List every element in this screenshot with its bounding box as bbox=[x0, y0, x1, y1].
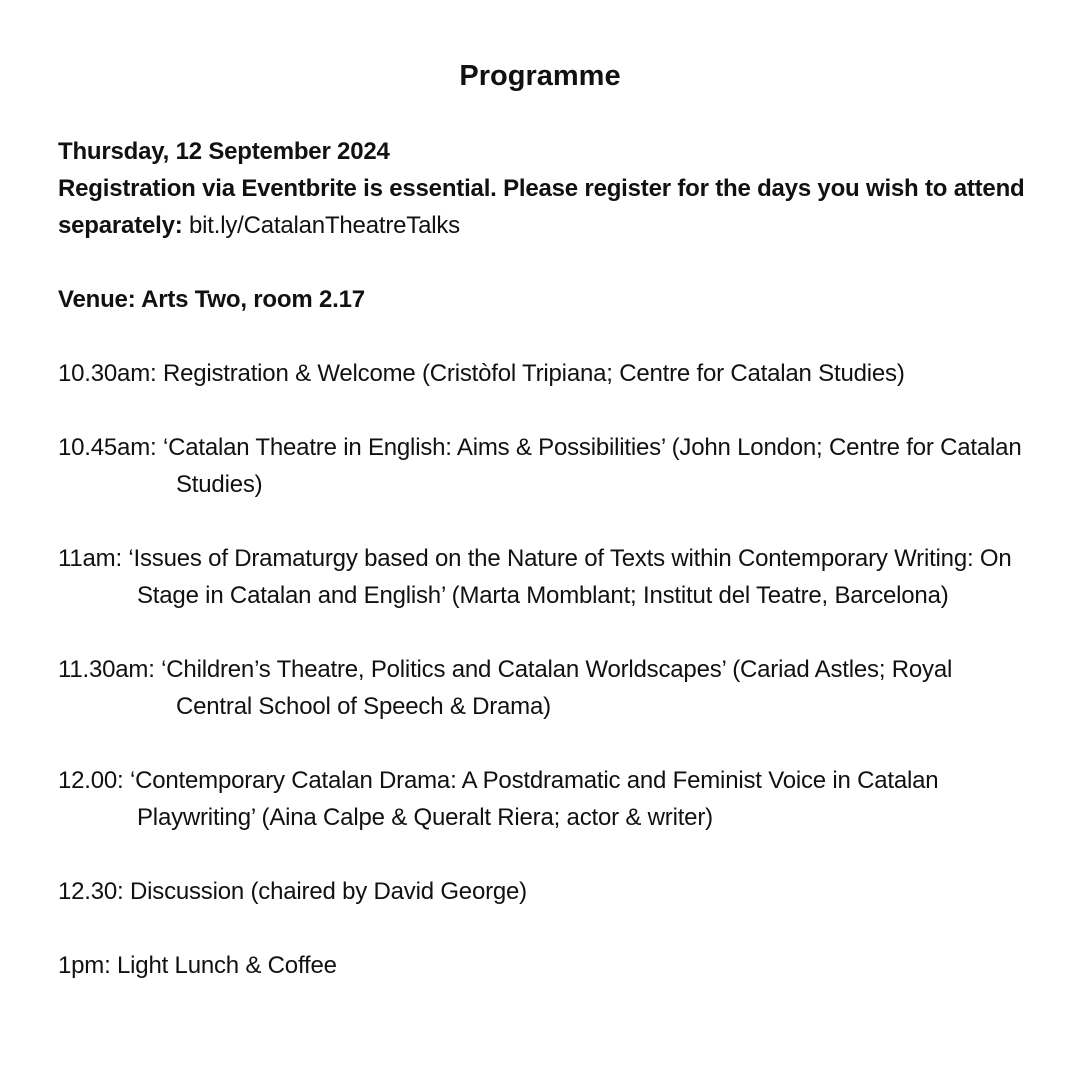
event-date: Thursday, 12 September 2024 bbox=[58, 138, 390, 165]
schedule-time: 11am: bbox=[58, 545, 122, 572]
schedule-item bbox=[58, 540, 1028, 614]
page-title: Programme bbox=[459, 60, 621, 92]
schedule-time: 1pm: bbox=[58, 952, 111, 979]
schedule-item bbox=[58, 355, 1028, 392]
schedule-item bbox=[58, 873, 1028, 910]
schedule-time: 12.30: bbox=[58, 878, 124, 905]
schedule-text: Registration & Welcome (Cristòfol Tripiana; Centre for Catalan Studies) bbox=[162, 360, 905, 387]
schedule-time: 11.30am: bbox=[58, 656, 155, 683]
event-info bbox=[58, 133, 1028, 318]
programme-page bbox=[58, 56, 1028, 984]
schedule-text: ‘Catalan Theatre in English: Aims & Possibilities’ (John London; Centre for Catalan Studies) bbox=[162, 434, 1022, 498]
registration-note bbox=[58, 170, 1028, 244]
schedule-text: ‘Contemporary Catalan Drama: A Postdramatic and Feminist Voice in Catalan Playwriting’ (Aina Calpe & Queralt Riera; actor & writer) bbox=[130, 767, 939, 831]
schedule-time: 12.00: bbox=[58, 767, 124, 794]
schedule-text: Discussion (chaired by David George) bbox=[130, 878, 527, 905]
schedule-item bbox=[58, 429, 1028, 503]
venue: Venue: Arts Two, room 2.17 bbox=[58, 286, 365, 313]
schedule-text: ‘Issues of Dramaturgy based on the Nature of Texts within Contemporary Writing: On Stage in Catalan and English’ (Marta Momblant; Institut del Teatre, Barcelona) bbox=[128, 545, 1012, 609]
schedule-time: 10.30am: bbox=[58, 360, 157, 387]
schedule-text: Light Lunch & Coffee bbox=[117, 952, 337, 979]
schedule-time: 10.45am: bbox=[58, 434, 157, 461]
schedule-text: ‘Children’s Theatre, Politics and Catalan Worldscapes’ (Cariad Astles; Royal Central School of Speech & Drama) bbox=[161, 656, 953, 720]
registration-link[interactable]: bit.ly/CatalanTheatreTalks bbox=[189, 212, 460, 239]
schedule-item bbox=[58, 762, 1028, 836]
registration-text: Registration via Eventbrite is essential. Please register for the days you wish to attend separately: bbox=[58, 175, 1025, 239]
schedule-item bbox=[58, 947, 1028, 984]
schedule-item bbox=[58, 651, 1028, 725]
